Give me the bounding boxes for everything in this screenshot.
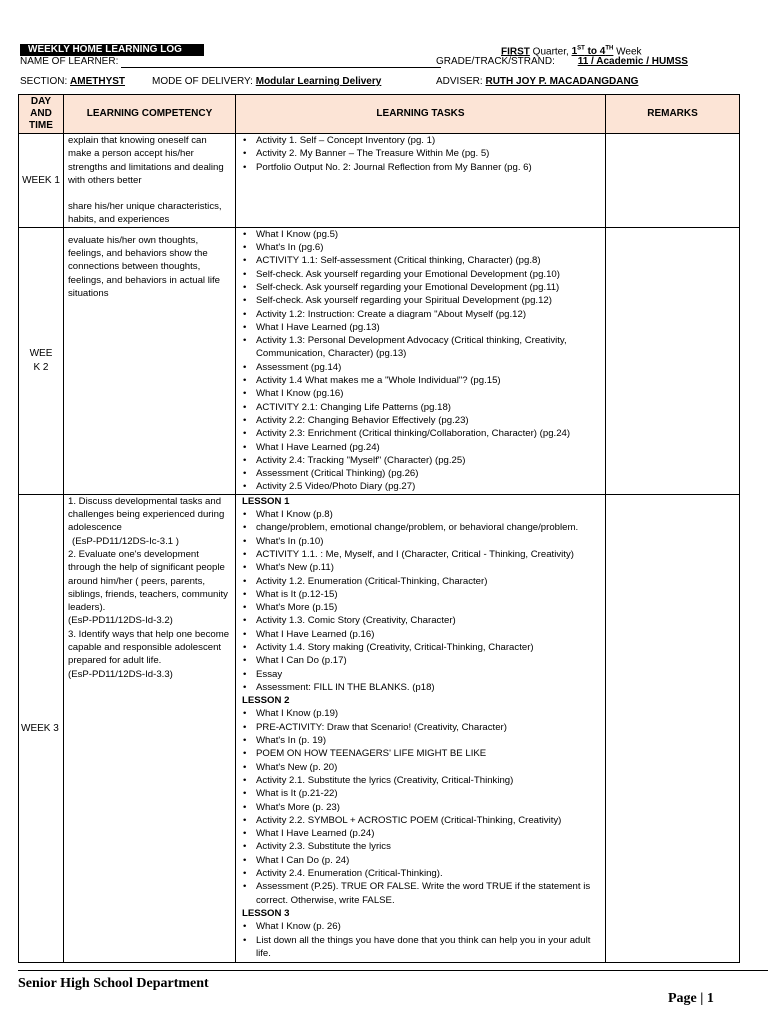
task-item: • Activity 2.4. Enumeration (Critical-Thinking). <box>239 867 602 880</box>
competency-code: (EsP-PD11/12DS-Ic-3.1 ) <box>72 535 179 547</box>
learning-log-table <box>18 94 740 963</box>
task-item: • What's More (p. 23) <box>239 801 602 814</box>
task-item: • Activity 2. My Banner – The Treasure Within Me (pg. 5) <box>239 147 602 160</box>
adviser-value: RUTH JOY P. MACADANGDANG <box>485 76 639 87</box>
competency-code: (EsP-PD11/12DS-Id-3.3) <box>68 668 173 680</box>
task-item: • What is It (p.21-22) <box>239 787 602 800</box>
task-item: • ACTIVITY 2.1: Changing Life Patterns (pg.18) <box>239 401 602 414</box>
competency-text: explain that knowing oneself can make a person accept his/her strengths and limitations and dealing with others better <box>68 135 224 186</box>
task-item: • POEM ON HOW TEENAGERS' LIFE MIGHT BE LIKE <box>239 747 602 760</box>
week-range: 1ST to 4TH <box>571 46 614 58</box>
task-item: • What's In (pg.6) <box>239 241 602 254</box>
lesson-heading: LESSON 1 <box>242 495 290 507</box>
task-item: • What I Can Do (p. 24) <box>239 854 602 867</box>
adviser-field: ADVISER: RUTH JOY P. MACADANGDANG <box>436 76 639 87</box>
competency-cell <box>64 227 236 494</box>
task-item: • Activity 1. Self – Concept Inventory (pg. 1) <box>239 134 602 147</box>
task-item: • Activity 2.2. SYMBOL + ACROSTIC POEM (Critical-Thinking, Creativity) <box>239 814 602 827</box>
task-item: • What is It (p.12-15) <box>239 588 602 601</box>
task-item: • Self-check. Ask yourself regarding your Emotional Development (pg.10) <box>239 268 602 281</box>
task-item: • Activity 2.3. Substitute the lyrics <box>239 840 602 853</box>
table-row-week-2 <box>19 227 740 494</box>
task-item: • What's New (p.11) <box>239 561 602 574</box>
competency-text: share his/her unique characteristics, habits, and experiences <box>68 201 222 226</box>
day-cell: WEEK 1 <box>19 134 64 228</box>
task-item: • ACTIVITY 1.1. : Me, Myself, and I (Character, Critical - Thinking, Creativity) <box>239 548 602 561</box>
task-item: • Activity 1.4. Story making (Creativity, Critical-Thinking, Character) <box>239 641 602 654</box>
table-row-week-1 <box>19 134 740 228</box>
table-header-row <box>19 95 740 134</box>
task-item: • Activity 2.3: Enrichment (Critical thinking/Collaboration, Character) (pg.24) <box>239 427 602 440</box>
section-value: AMETHYST <box>70 76 126 87</box>
competency-code: (EsP-PD11/12DS-Id-3.2) <box>68 615 173 627</box>
task-item: • Assessment: FILL IN THE BLANKS. (p18) <box>239 681 602 694</box>
section-field: SECTION: AMETHYST <box>20 76 126 87</box>
task-item: • What's In (p.10) <box>239 535 602 548</box>
lesson-heading: LESSON 2 <box>242 695 290 707</box>
competency-cell <box>64 494 236 962</box>
task-item: • Activity 1.2. Enumeration (Critical-Thinking, Character) <box>239 575 602 588</box>
task-item: • What I Know (pg.16) <box>239 387 602 400</box>
grade-field <box>436 56 688 68</box>
log-title: WEEKLY HOME LEARNING LOG <box>20 44 204 56</box>
remarks-cell[interactable] <box>606 494 740 962</box>
task-item: • change/problem, emotional change/problem, or behavioral change/problem. <box>239 521 602 534</box>
task-item: • What I Have Learned (p.24) <box>239 827 602 840</box>
task-item: • What I Know (p.8) <box>239 508 602 521</box>
competency-text: evaluate his/her own thoughts, feelings, and behaviors show the connections between thoughts, feelings, and behaviors in actual life situations <box>68 234 220 299</box>
mode-field: MODE OF DELIVERY: Modular Learning Delivery <box>152 76 382 87</box>
task-item: • Self-check. Ask yourself regarding your Spiritual Development (pg.12) <box>239 294 602 307</box>
task-item: • Essay <box>239 668 602 681</box>
quarter-first: FIRST <box>501 46 530 58</box>
learner-name-line[interactable] <box>121 67 441 68</box>
mode-value: Modular Learning Delivery <box>255 76 382 87</box>
header-tasks: LEARNING TASKS <box>236 95 606 134</box>
competency-text: 1. Discuss developmental tasks and challenges being experienced during adolescence <box>68 495 225 534</box>
competency-text: 3. Identify ways that help one become capable and responsible adolescent prepared for adult life. <box>68 628 230 667</box>
task-item: • Activity 1.4 What makes me a "Whole Individual"? (pg.15) <box>239 374 602 387</box>
task-item: • Self-check. Ask yourself regarding your Emotional Development (pg.11) <box>239 281 602 294</box>
day-cell: WEEK 3 <box>19 494 64 962</box>
competency-text: 2. Evaluate one's development through the help of significant people around him/her ( peers, parents, siblings, friends, teachers, community leaders). <box>68 548 228 614</box>
competency-cell <box>64 134 236 228</box>
remarks-cell[interactable] <box>606 134 740 228</box>
task-item: • What I Can Do (p.17) <box>239 654 602 667</box>
header-day-time: DAY AND TIME <box>19 95 64 134</box>
task-item: • What I Have Learned (p.16) <box>239 628 602 641</box>
task-item: • What I Know (p.19) <box>239 707 602 720</box>
page-number: Page | 1 <box>668 991 714 1006</box>
grade-value: 11 / Academic / HUMSS <box>577 56 688 67</box>
task-item: • Activity 1.3. Comic Story (Creativity, Character) <box>239 614 602 627</box>
quarter-week: FIRST Quarter, 1ST to 4TH Week <box>501 46 642 58</box>
task-item: • Assessment (Critical Thinking) (pg.26) <box>239 467 602 480</box>
task-item: • Activity 2.4: Tracking "Myself" (Character) (pg.25) <box>239 454 602 467</box>
grade-label: GRADE/TRACK/STRAND: <box>436 56 555 67</box>
task-item: • PRE-ACTIVITY: Draw that Scenario! (Creativity, Character) <box>239 721 602 734</box>
task-item: • Assessment (pg.14) <box>239 361 602 374</box>
learner-name-field <box>20 56 441 68</box>
remarks-cell[interactable] <box>606 227 740 494</box>
task-item: • Activity 2.5 Video/Photo Diary (pg.27) <box>239 480 602 493</box>
task-item: • What I Have Learned (pg.24) <box>239 441 602 454</box>
task-item: • Activity 2.2: Changing Behavior Effectively (pg.23) <box>239 414 602 427</box>
task-item: • Activity 2.1. Substitute the lyrics (Creativity, Critical-Thinking) <box>239 774 602 787</box>
tasks-cell <box>236 134 606 228</box>
learner-label: NAME OF LEARNER: <box>20 56 119 67</box>
task-item: • What's More (p.15) <box>239 601 602 614</box>
task-item: • Portfolio Output No. 2: Journal Reflection from My Banner (pg. 6) <box>239 161 602 174</box>
header-competency: LEARNING COMPETENCY <box>64 95 236 134</box>
task-item: • Activity 1.3: Personal Development Advocacy (Critical thinking, Creativity, Communication, Character) (pg.13) <box>239 334 602 361</box>
department-label: Senior High School Department <box>18 976 209 991</box>
task-item: • What's In (p. 19) <box>239 734 602 747</box>
task-item: • ACTIVITY 1.1: Self-assessment (Critical thinking, Character) (pg.8) <box>239 254 602 267</box>
task-item: • List down all the things you have done that you think can help you in your adult life. <box>239 934 602 961</box>
task-item: • What's New (p. 20) <box>239 761 602 774</box>
footer-divider <box>18 970 768 971</box>
task-item: • What I Know (p. 26) <box>239 920 602 933</box>
tasks-cell <box>236 227 606 494</box>
task-item: • Activity 1.2: Instruction: Create a diagram "About Myself (pg.12) <box>239 308 602 321</box>
header-remarks: REMARKS <box>606 95 740 134</box>
table-row-week-3 <box>19 494 740 962</box>
task-item: • Assessment (P.25). TRUE OR FALSE. Write the word TRUE if the statement is correct. Otherwise, write FALSE. <box>239 880 602 907</box>
day-cell: WEE K 2 <box>19 227 64 494</box>
task-item: • What I Know (pg.5) <box>239 228 602 241</box>
lesson-heading: LESSON 3 <box>242 907 290 919</box>
tasks-cell <box>236 494 606 962</box>
task-item: • What I Have Learned (pg.13) <box>239 321 602 334</box>
